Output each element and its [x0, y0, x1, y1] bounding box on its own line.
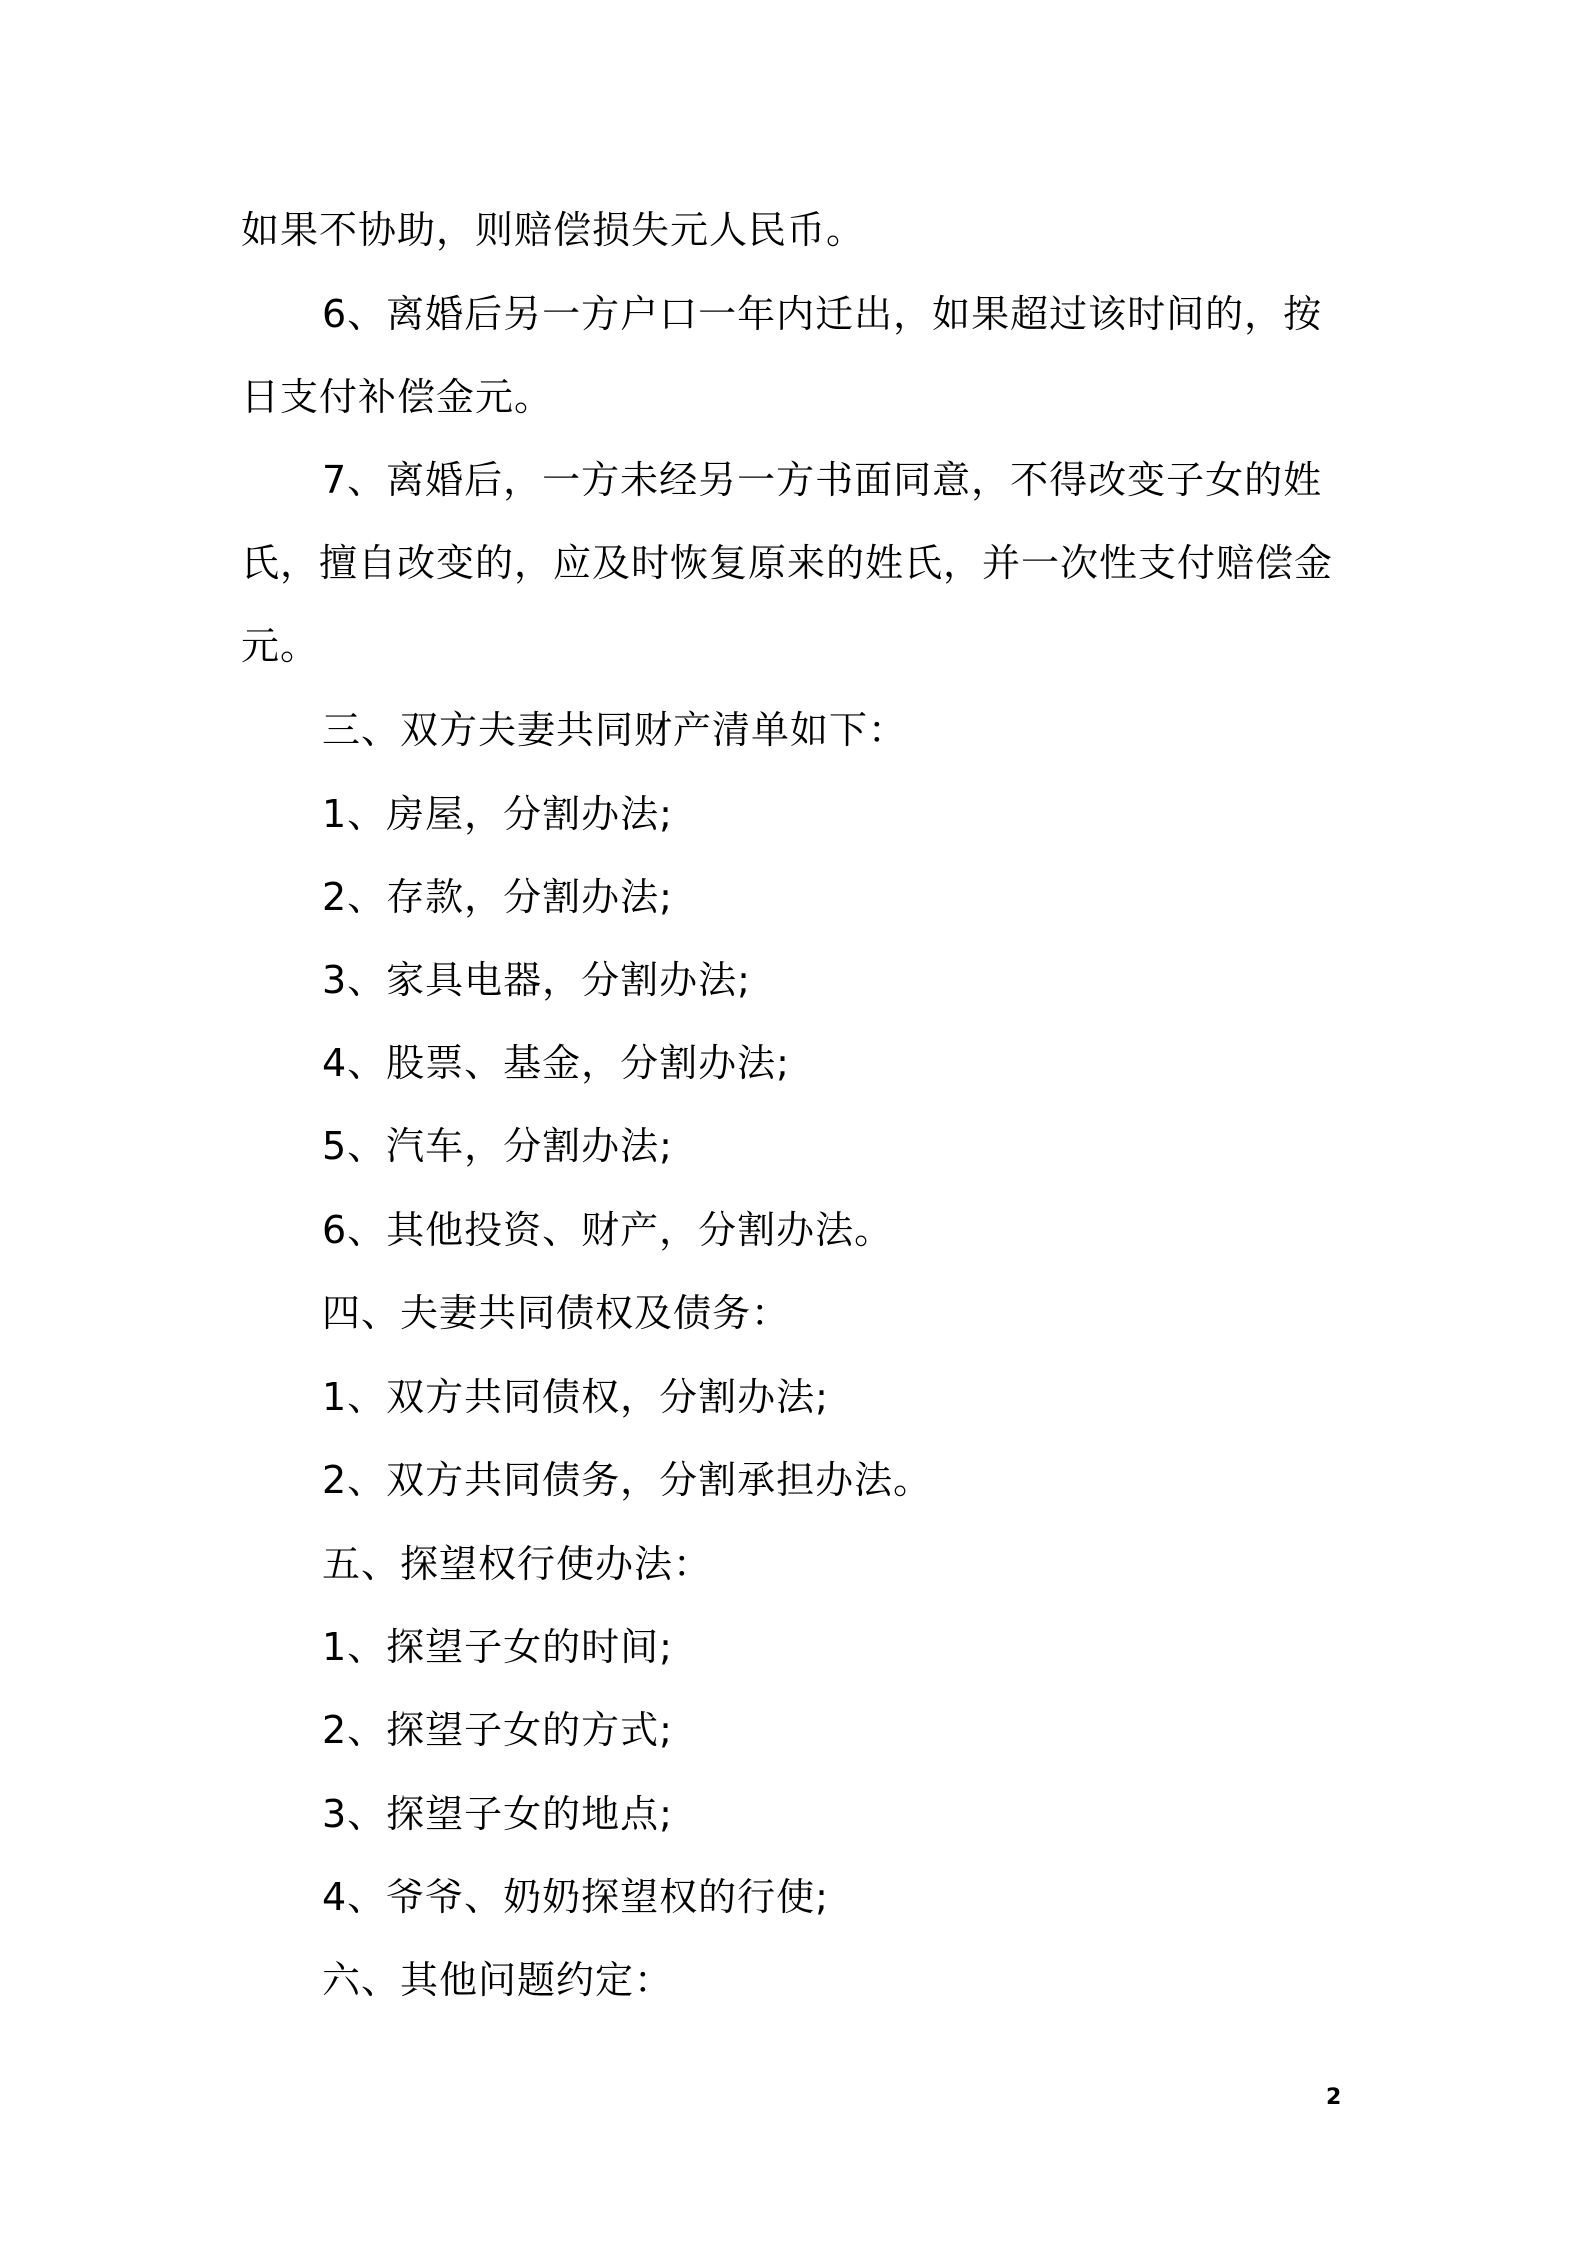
text-line: 如果不协助，则赔偿损失元人民币。	[241, 208, 866, 252]
text-line: 6、离婚后另一方户口一年内迁出，如果超过该时间的，按	[322, 292, 1323, 336]
list-item: 5、汽车，分割办法;	[322, 1124, 673, 1168]
section-heading: 六、其他问题约定：	[322, 1958, 674, 2002]
section-heading: 三、双方夫妻共同财产清单如下：	[322, 708, 908, 752]
text-line: 元。	[241, 624, 320, 668]
list-item: 1、房屋，分割办法;	[322, 792, 673, 836]
text-line: 7、离婚后，一方未经另一方书面同意，不得改变子女的姓	[322, 458, 1323, 502]
list-item: 1、双方共同债权，分割办法;	[322, 1375, 829, 1419]
list-item: 4、股票、基金，分割办法;	[322, 1041, 790, 1085]
list-item: 2、双方共同债务，分割承担办法。	[322, 1458, 933, 1502]
section-heading: 四、夫妻共同债权及债务：	[322, 1291, 791, 1335]
page-number: 2	[1326, 2085, 1342, 2110]
list-item: 3、探望子女的地点;	[322, 1792, 673, 1836]
list-item: 4、爷爷、奶奶探望权的行使;	[322, 1875, 829, 1919]
text-line: 日支付补偿金元。	[241, 375, 554, 419]
list-item: 1、探望子女的时间;	[322, 1625, 673, 1669]
text-line: 氏，擅自改变的，应及时恢复原来的姓氏，并一次性支付赔偿金	[241, 541, 1334, 585]
list-item: 3、家具电器，分割办法;	[322, 958, 751, 1002]
list-item: 2、探望子女的方式;	[322, 1708, 673, 1752]
section-heading: 五、探望权行使办法：	[322, 1542, 713, 1586]
list-item: 2、存款，分割办法;	[322, 875, 673, 919]
list-item: 6、其他投资、财产，分割办法。	[322, 1208, 894, 1252]
